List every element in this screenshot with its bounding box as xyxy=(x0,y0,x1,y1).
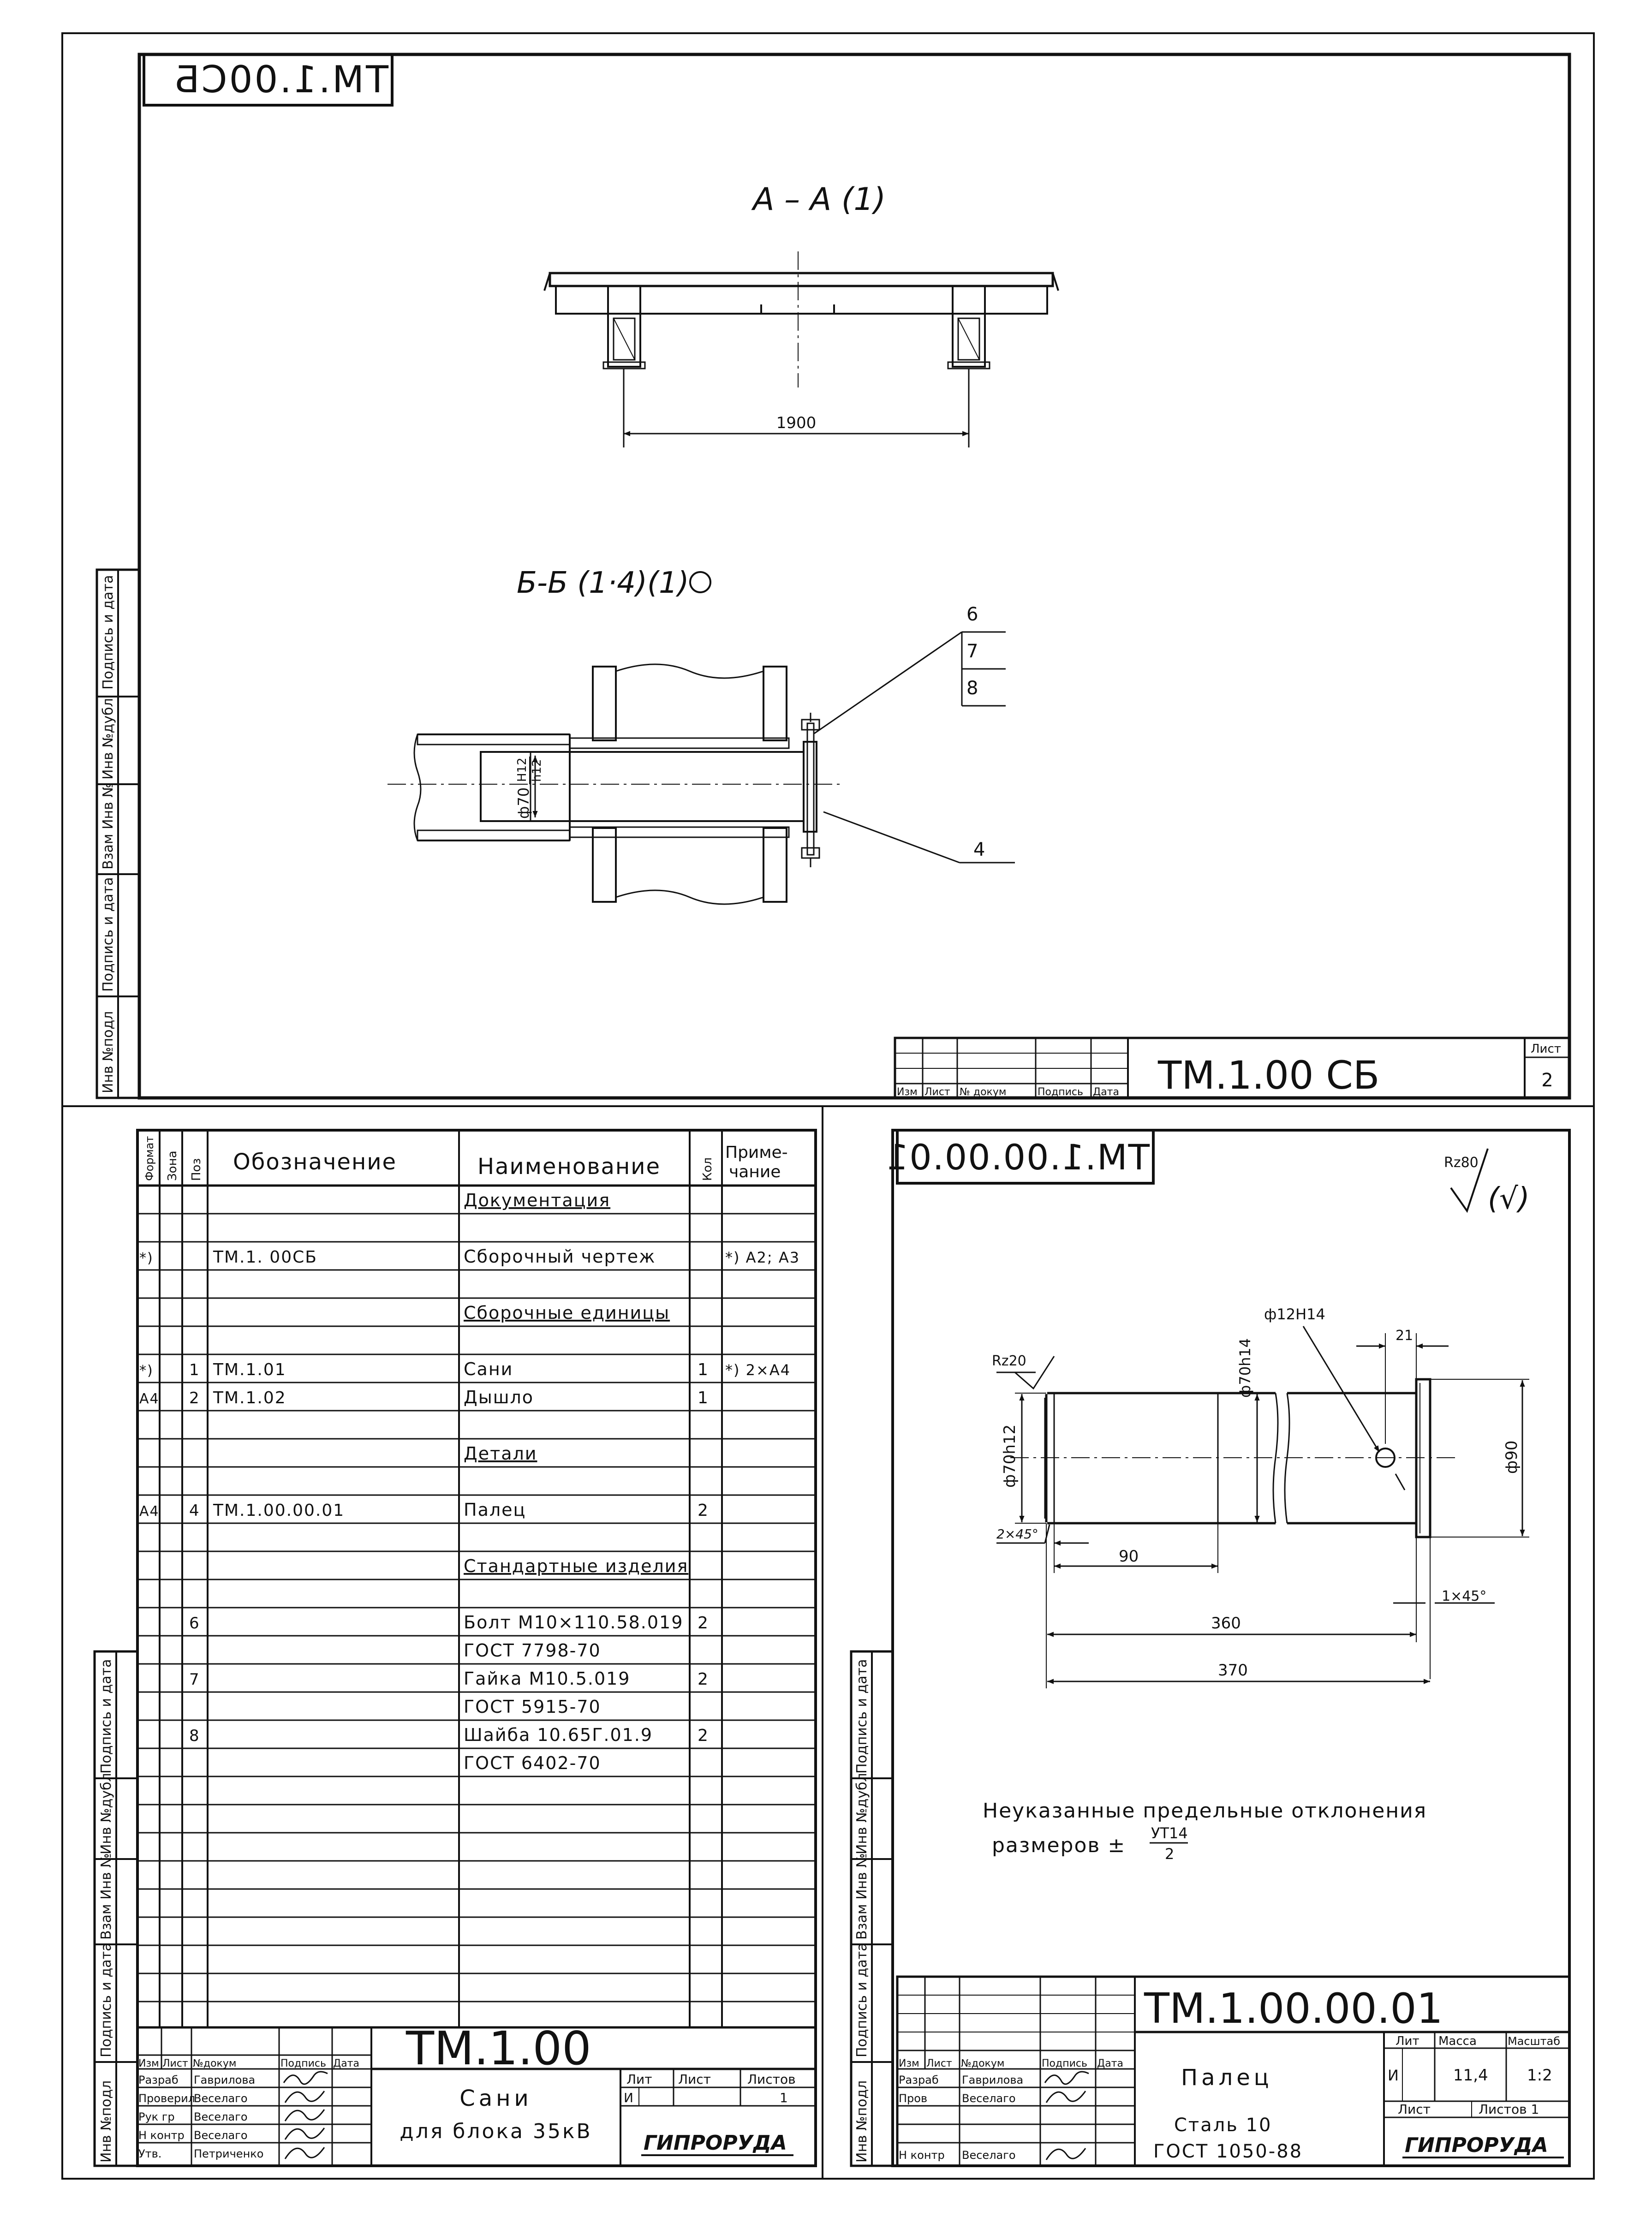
top-tb-h1: Лист xyxy=(924,1086,950,1098)
part-tb-person-0: Гаврилова xyxy=(962,2074,1024,2086)
dim-l-90: 90 xyxy=(1119,1547,1139,1566)
part-tb-lit: И xyxy=(1388,2067,1399,2084)
dim-chamfer-left: 2×45° xyxy=(996,1526,1038,1542)
spec-rows xyxy=(139,1190,800,1773)
fit-shaft-tolerance: h12 xyxy=(530,759,544,782)
spec-cell-note: *) А2; А3 xyxy=(725,1249,800,1266)
part-tb-lit-label: Лит xyxy=(1396,2034,1419,2048)
part-signatures xyxy=(1045,2072,1089,2160)
part-tb-sheet-label: Лист xyxy=(1398,2102,1431,2117)
note-line-1: Неуказанные предельные отклонения xyxy=(983,1799,1427,1823)
top-side-label-2: Взам Инв № xyxy=(100,783,116,870)
top-title-block xyxy=(895,1038,1569,1098)
spec-cell-name: Шайба 10.65Г.01.9 xyxy=(464,1725,653,1745)
outer-frames xyxy=(62,33,1594,2179)
spec-tb-h3: Подпись xyxy=(280,2058,326,2069)
part-side-label-2: Взам Инв № xyxy=(854,1853,870,1940)
spec-cell-qty: 2 xyxy=(698,1726,709,1745)
top-side-strip xyxy=(97,570,139,1098)
spec-cell-qty: 2 xyxy=(698,1670,709,1689)
spec-cell-name: Болт М10×110.58.019 xyxy=(464,1612,684,1633)
part-tb-name: Палец xyxy=(1181,2065,1273,2091)
spec-header-note xyxy=(725,1143,793,1181)
dim-d-flange: ф90 xyxy=(1503,1440,1521,1474)
note-frac-den: 2 xyxy=(1165,1845,1175,1863)
spec-tb-person-3: Веселаго xyxy=(194,2129,248,2142)
spec-cell-note: *) 2×А4 xyxy=(725,1361,791,1379)
roughness-general xyxy=(1444,1149,1530,1216)
spec-cell-name: Палец xyxy=(464,1500,526,1520)
part-tb-code: ТМ.1.00.00.01 xyxy=(1144,1985,1443,2033)
top-side-label-0: Инв №подл xyxy=(100,1011,116,1093)
spec-tb-person-1: Веселаго xyxy=(194,2092,248,2105)
part-tb-person-4: Веселаго xyxy=(962,2149,1016,2162)
pin-drawing xyxy=(992,1305,1529,1688)
spec-tb-role-2: Рук гр xyxy=(138,2110,175,2123)
spec-tb-org: ГИПРОРУДА xyxy=(644,2131,787,2155)
part-tb-role-0: Разраб xyxy=(899,2074,939,2086)
part-tb-mass-label: Масса xyxy=(1438,2034,1477,2048)
dim-chamfer-right: 1×45° xyxy=(1442,1588,1487,1604)
spec-cell-name: Сани xyxy=(464,1359,513,1379)
top-tb-h3: Подпись xyxy=(1038,1086,1083,1098)
spec-cell-format: А4 xyxy=(139,1503,160,1520)
spec-cell-pos: 6 xyxy=(189,1614,200,1633)
spec-row-lines xyxy=(137,1214,816,2002)
spec-tb-role-1: Проверил xyxy=(138,2092,196,2105)
spec-side-strip xyxy=(95,1651,137,2166)
spec-tb-sheets: 1 xyxy=(780,2090,788,2105)
spec-cell-designation: ТМ.1. 00СБ xyxy=(213,1248,317,1267)
part-tb-material1: Сталь 10 xyxy=(1174,2115,1272,2136)
section-bb xyxy=(388,566,1015,904)
callout-4: 4 xyxy=(973,839,985,860)
part-sheet xyxy=(851,1130,1569,2166)
spec-cell-designation: ТМ.1.02 xyxy=(213,1389,286,1407)
fit-diameter: ф70 xyxy=(515,787,532,819)
part-side-strip xyxy=(851,1651,893,2166)
part-tb-sheets-label: Листов 1 xyxy=(1479,2102,1539,2117)
spec-tb-sheets-label: Листов xyxy=(747,2072,796,2087)
spec-tb-title1: Сани xyxy=(459,2086,532,2111)
dim-l-hole: 21 xyxy=(1396,1328,1413,1344)
part-tb-h1: Лист xyxy=(926,2058,952,2069)
spec-title-block xyxy=(137,2021,816,2166)
top-sheet xyxy=(97,54,1569,1098)
part-tb-scale-label: Масштаб xyxy=(1508,2035,1561,2048)
top-code-mirrored: TM.1.00СБ xyxy=(172,58,388,101)
spec-tb-role-0: Разраб xyxy=(138,2074,179,2086)
spec-header-pos: Поз xyxy=(190,1158,203,1181)
spec-tb-code: ТМ.1.00 xyxy=(406,2021,591,2075)
spec-cell-pos: 4 xyxy=(189,1502,200,1520)
callout-6: 6 xyxy=(966,604,978,625)
callout-7: 7 xyxy=(966,641,978,662)
callout-8: 8 xyxy=(966,678,978,699)
spec-cell-name: Стандартные изделия xyxy=(464,1556,689,1576)
roughness-general-value: Rz80 xyxy=(1444,1155,1479,1171)
spec-tb-title2: для блока 35кВ xyxy=(400,2120,592,2143)
part-side-label-0: Инв №подл xyxy=(854,2080,870,2163)
dim-l-360: 360 xyxy=(1211,1614,1241,1633)
spec-cell-designation: ТМ.1.00.00.01 xyxy=(213,1501,345,1520)
spec-side-label-3: Инв №дубл xyxy=(98,1773,114,1854)
top-side-label-1: Подпись и дата xyxy=(100,877,116,992)
spec-cell-name: Документация xyxy=(464,1190,611,1210)
spec-cell-qty: 2 xyxy=(698,1614,709,1633)
spec-cell-pos: 2 xyxy=(189,1389,200,1407)
part-tb-mass: 11,4 xyxy=(1453,2066,1488,2085)
spec-cell-name: Детали xyxy=(464,1443,537,1464)
part-tb-h4: Дата xyxy=(1097,2058,1123,2069)
spec-cell-pos: 1 xyxy=(189,1361,200,1379)
spec-tb-sheet-label: Лист xyxy=(678,2072,711,2087)
spec-cell-name: Сборочные единицы xyxy=(464,1303,670,1323)
spec-header-name: Наименование xyxy=(477,1154,661,1180)
spec-tb-person-2: Веселаго xyxy=(194,2110,248,2123)
spec-cell-pos: 7 xyxy=(189,1670,200,1689)
spec-tb-lit-label: Лит xyxy=(626,2072,652,2087)
spec-cell-pos: 8 xyxy=(189,1727,200,1745)
spec-side-label-2: Взам Инв № xyxy=(98,1853,114,1940)
spec-cell-format: А4 xyxy=(139,1391,160,1407)
dim-1900: 1900 xyxy=(776,414,817,432)
section-aa-label: А – А (1) xyxy=(753,181,886,218)
part-tb-org: ГИПРОРУДА xyxy=(1405,2134,1548,2157)
fit-hole-tolerance: H12 xyxy=(515,757,529,782)
spec-cell-format: *) xyxy=(139,1250,154,1266)
spec-tb-h0: Изм xyxy=(138,2058,159,2069)
dim-l-370: 370 xyxy=(1218,1661,1248,1680)
part-side-label-1: Подпись и дата xyxy=(854,1943,870,2057)
dim-d-hole: ф12H14 xyxy=(1264,1305,1325,1323)
top-side-label-3: Инв №дубл xyxy=(100,698,116,780)
top-tb-code: ТМ.1.00 СБ xyxy=(1158,1053,1380,1098)
spec-header-designation: Обозначение xyxy=(233,1149,397,1175)
spec-tb-role-3: Н контр xyxy=(138,2129,185,2142)
spec-tb-lit: И xyxy=(624,2090,633,2105)
part-tb-h0: Изм xyxy=(899,2058,919,2069)
spec-cell-name: ГОСТ 7798-70 xyxy=(464,1640,601,1661)
part-tb-role-4: Н контр xyxy=(899,2149,945,2162)
spec-tb-h1: Лист xyxy=(162,2058,188,2069)
spec-cell-name: ГОСТ 6402-70 xyxy=(464,1753,601,1773)
top-tb-sheet-no: 2 xyxy=(1541,1070,1553,1091)
spec-tb-role-4: Утв. xyxy=(138,2147,162,2160)
part-tb-h2: №докум xyxy=(961,2058,1005,2069)
spec-side-label-0: Инв №подл xyxy=(98,2080,114,2163)
part-tb-role-1: Пров xyxy=(899,2092,928,2105)
top-tb-h0: Изм xyxy=(897,1086,918,1098)
spec-cell-qty: 1 xyxy=(698,1389,709,1407)
spec-cell-name: ГОСТ 5915-70 xyxy=(464,1697,601,1717)
note-line-2: размеров ± xyxy=(992,1834,1126,1857)
tolerance-note xyxy=(983,1799,1427,1863)
spec-cell-name: Дышло xyxy=(464,1387,534,1407)
spec-header-format: Формат xyxy=(143,1136,156,1181)
part-side-label-3: Инв №дубл xyxy=(854,1773,870,1854)
dim-d-left: ф70h12 xyxy=(1001,1424,1019,1488)
dim-d-mid: ф70h14 xyxy=(1236,1338,1254,1398)
spec-tb-person-4: Петриченко xyxy=(194,2147,264,2160)
section-bb-label: Б-Б (1·4)(1) xyxy=(517,566,689,600)
part-tb-material2: ГОСТ 1050-88 xyxy=(1153,2141,1303,2162)
part-title-block xyxy=(897,1977,1569,2166)
top-tb-sheet-label: Лист xyxy=(1531,1042,1561,1056)
note-frac-num: УТ14 xyxy=(1151,1824,1188,1842)
part-side-label-4: Подпись и дата xyxy=(854,1659,870,1774)
roughness-rest: (√) xyxy=(1488,1182,1530,1216)
part-tb-person-1: Веселаго xyxy=(962,2092,1016,2105)
spec-tb-h2: №докум xyxy=(193,2058,237,2069)
spec-side-label-4: Подпись и дата xyxy=(98,1659,114,1774)
top-side-label-4: Подпись и дата xyxy=(100,575,116,690)
part-code-mirrored: TM.1.00.00.01 xyxy=(885,1137,1150,1178)
spec-cell-name: Гайка М10.5.019 xyxy=(464,1669,631,1689)
spec-header-note-2: чание xyxy=(729,1162,781,1181)
spec-cell-qty: 1 xyxy=(698,1360,709,1379)
part-tb-h3: Подпись xyxy=(1042,2058,1087,2069)
spec-cell-designation: ТМ.1.01 xyxy=(213,1360,286,1379)
circle-symbol xyxy=(690,572,710,592)
top-tb-h2: № докум xyxy=(960,1086,1007,1098)
spec-side-label-1: Подпись и дата xyxy=(98,1943,114,2057)
spec-header-qty: Кол xyxy=(701,1157,715,1181)
spec-signatures xyxy=(284,2072,328,2159)
spec-header-note-1: Приме- xyxy=(725,1143,788,1162)
spec-tb-person-0: Гаврилова xyxy=(194,2074,256,2086)
spec-header-zone: Зона xyxy=(166,1150,179,1181)
part-tb-scale: 1:2 xyxy=(1527,2066,1552,2085)
spec-cell-qty: 2 xyxy=(698,1501,709,1520)
spec-cell-format: *) xyxy=(139,1363,154,1379)
spec-sheet xyxy=(95,1130,816,2166)
spec-tb-h4: Дата xyxy=(333,2058,359,2069)
top-tb-h4: Дата xyxy=(1093,1086,1119,1098)
spec-cell-name: Сборочный чертеж xyxy=(464,1246,656,1267)
roughness-face-value: Rz20 xyxy=(992,1353,1026,1369)
section-aa xyxy=(544,181,1058,447)
